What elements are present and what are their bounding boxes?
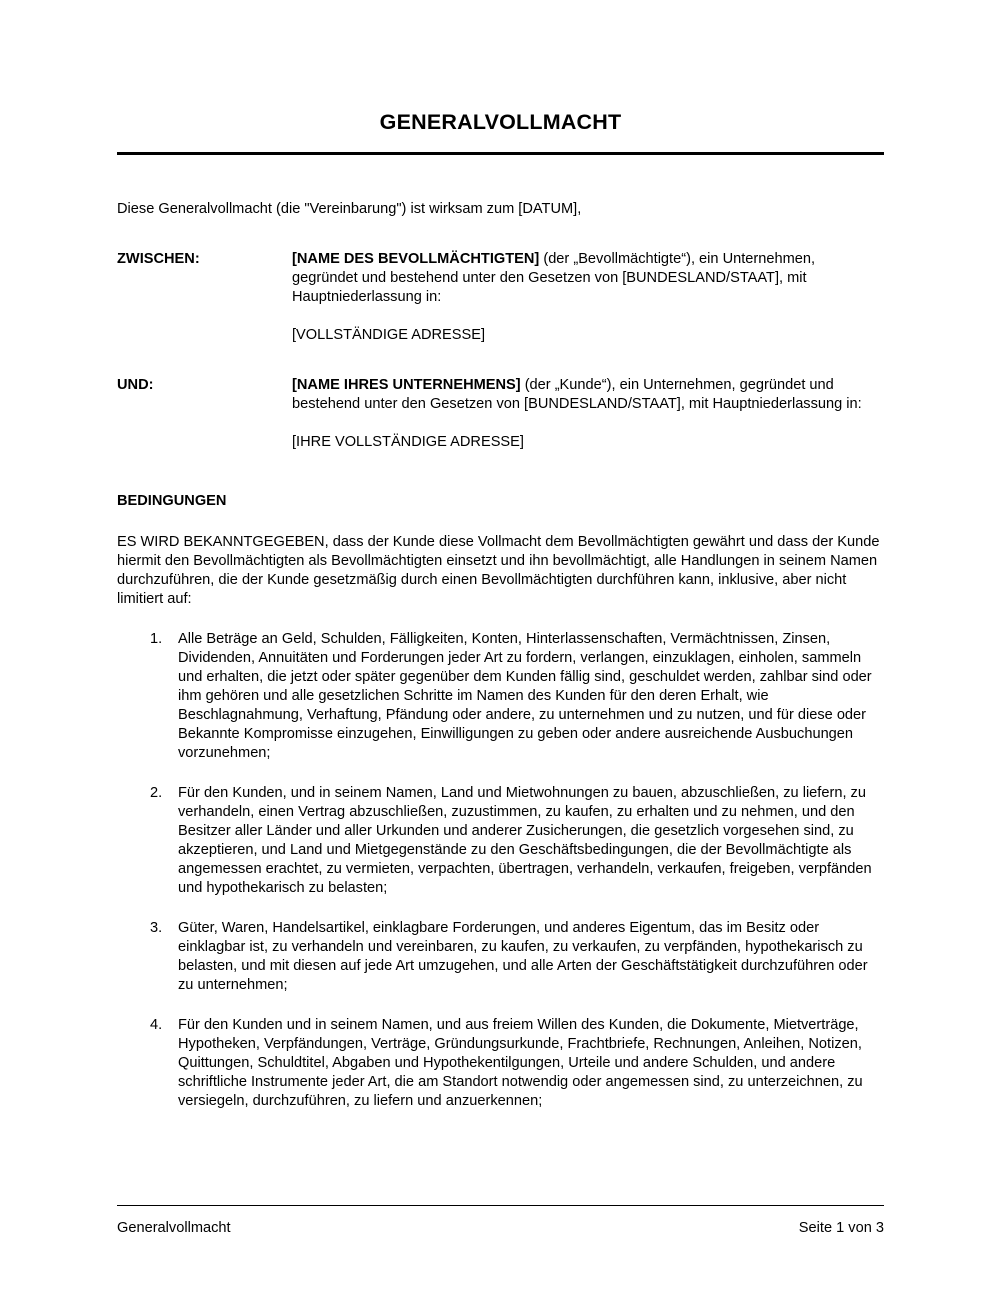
list-item bbox=[117, 995, 884, 1111]
clause-number: 4. bbox=[150, 1016, 163, 1033]
party-description: (der „Kunde“), ein Unternehmen, gegründet und bestehend unter den Gesetzen von [BUNDESLAND/STAAT], mit Hauptniederlassung in: bbox=[292, 376, 862, 412]
party-address: [IHRE VOLLSTÄNDIGE ADRESSE] bbox=[292, 433, 524, 450]
page-title: GENERALVOLLMACHT bbox=[379, 110, 622, 134]
party-description-line bbox=[292, 376, 884, 414]
party-name: [NAME DES BEVOLLMÄCHTIGTEN] bbox=[292, 250, 540, 267]
party-block-and bbox=[117, 345, 884, 452]
party-details bbox=[292, 376, 884, 452]
intro-paragraph: Diese Generalvollmacht (die "Vereinbarung") ist wirksam zum [DATUM], bbox=[117, 200, 582, 217]
party-address: [VOLLSTÄNDIGE ADRESSE] bbox=[292, 326, 486, 343]
party-label: UND: bbox=[117, 376, 154, 393]
party-name: [NAME IHRES UNTERNEHMENS] bbox=[292, 376, 521, 393]
clause-number: 2. bbox=[150, 784, 163, 801]
list-item bbox=[117, 763, 884, 898]
list-item bbox=[117, 609, 884, 763]
footer-row bbox=[117, 1206, 884, 1238]
terms-heading: BEDINGUNGEN bbox=[117, 492, 227, 509]
clause-text: Für den Kunden, und in seinem Namen, Land und Mietwohnungen zu bauen, abzuschließen, zu liefern, zu verhandeln, einen Vertrag abzuschließen, zuzustimmen, zu kaufen, zu erhalten und zu nehmen, und den Besitzer aller Länder und aller Urkunden und anderer Zusicherungen, die gesetzlich vorgesehen sind, zu akzeptieren, und Land und Mietgegenstände zu den Geschäftsbedingungen, die der Bevollmächtigte als angemessen erachtet, zu vermieten, verpachten, übertragen, verhandeln, verkaufen, freigeben, verpfänden und hypothekarisch zu belasten; bbox=[178, 784, 872, 896]
party-block-between bbox=[117, 219, 884, 345]
clause-text: Güter, Waren, Handelsartikel, einklagbare Forderungen, und anderes Eigentum, das im Besitz oder einklagbar ist, zu verhandeln und vereinbaren, zu kaufen, zu verkaufen, zu verpfänden, hypothekarisch zu belasten, und mit diesen auf jede Art umzugehen, und alle Arten der Geschäftstätigkeit durchzuführen oder zu unternehmen; bbox=[178, 919, 868, 993]
list-item bbox=[117, 898, 884, 995]
clause-text: Für den Kunden und in seinem Namen, und aus freiem Willen des Kunden, die Dokumente, Mietverträge, Hypotheken, Verpfändungen, Verträge, Gründungsurkunde, Frachtbriefe, Rechnungen, Anleihen, Notizen, Quittungen, Schuldtitel, Abgaben und Hypothekentilgungen, Urteile und andere Schulden, und andere schriftliche Instrumente jeder Art, die am Standort notwendig oder angemessen sind, zu unterzeichnen, zu versiegeln, durchzuführen, zu liefern und anzuerkennen; bbox=[178, 1016, 863, 1109]
clause-text: Alle Beträge an Geld, Schulden, Fälligkeiten, Konten, Hinterlassenschaften, Vermächtnissen, Zinsen, Dividenden, Annuitäten und Forderungen jeder Art zu fordern, verlangen, einzuklagen, einholen, sammeln und erhalten, die jetzt oder später gegenüber dem Kunden fällig sind, geschuldet werden, zahlbar sind oder ihm gehören und alle gesetzlichen Schritte im Namen des Kunden für den deren Erhalt, wie Beschlagnahmung, Verhaftung, Pfändung oder andere, zu unternehmen und zu nutzen, und für diese oder Bekannte Kompromisse einzugehen, Einwilligungen zu geben oder andere ausreichende Ausbuchungen vorzunehmen; bbox=[178, 630, 872, 761]
footer-page-number: Seite 1 von 3 bbox=[798, 1220, 884, 1236]
party-description-line bbox=[292, 250, 884, 307]
terms-intro-paragraph: ES WIRD BEKANNTGEGEBEN, dass der Kunde diese Vollmacht dem Bevollmächtigten gewährt und dass der Kunde hiermit den Bevollmächtigten als Bevollmächtigten einsetzt und ihn bevollmächtigt, alle Handlungen in seinem Namen durchzuführen, die der Kunde gesetzmäßig durch einen Bevollmächtigten durchführen kann, inklusive, aber nicht limitiert auf: bbox=[117, 533, 880, 607]
party-details bbox=[292, 250, 884, 345]
clause-number: 1. bbox=[150, 630, 163, 647]
party-description: (der „Bevollmächtigte“), ein Unternehmen, gegründet und bestehend unter den Gesetzen von [BUNDESLAND/STAAT], mit Hauptniederlassung in: bbox=[292, 250, 816, 305]
clause-number: 3. bbox=[150, 919, 163, 936]
document-content bbox=[117, 0, 884, 1111]
clause-list bbox=[117, 609, 884, 1111]
party-label: ZWISCHEN: bbox=[117, 250, 200, 267]
footer-document-name: Generalvollmacht bbox=[117, 1220, 231, 1236]
title-divider bbox=[117, 152, 884, 155]
page-footer bbox=[117, 1205, 884, 1238]
